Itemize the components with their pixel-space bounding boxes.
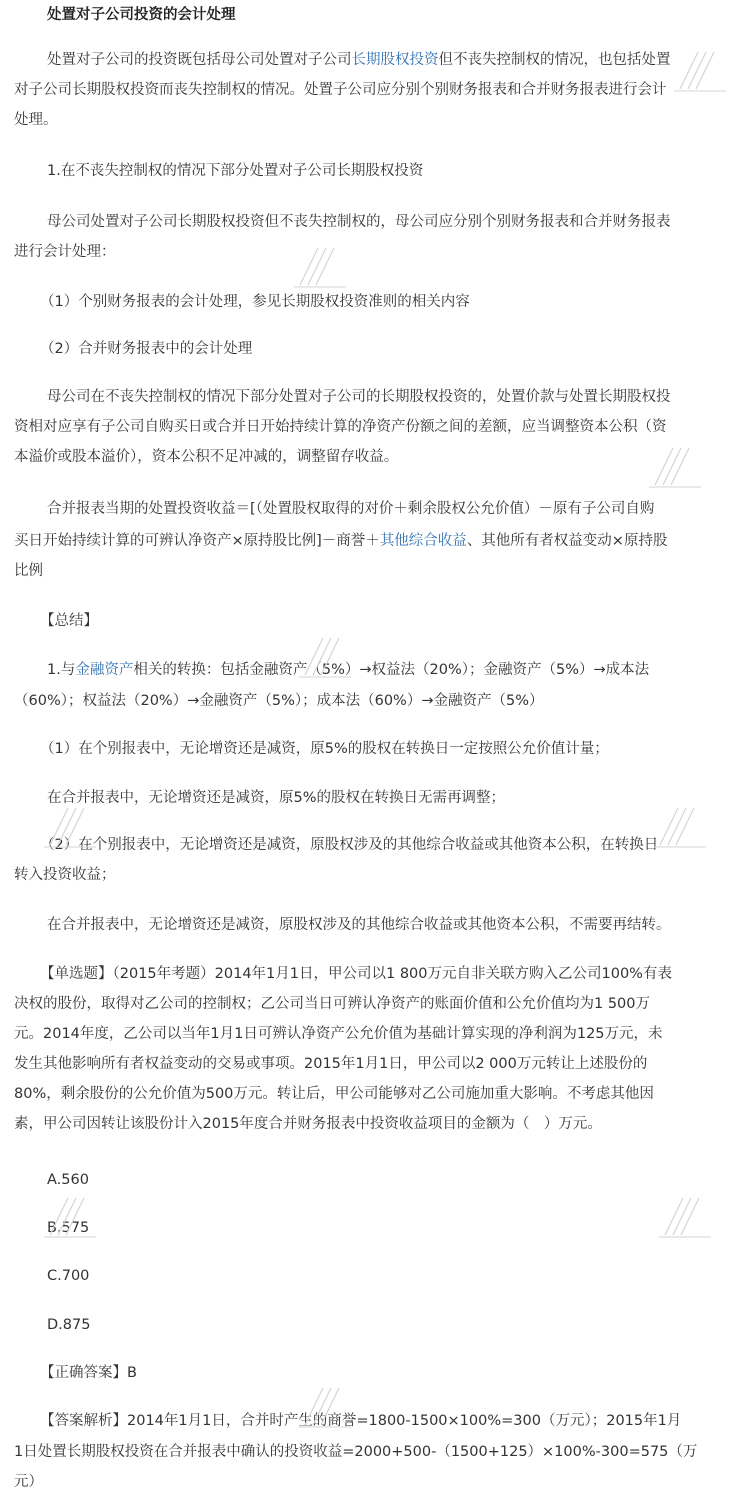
summary-heading: 【总结】 (40, 613, 98, 629)
financial-assets-link[interactable]: 金融资产 (75, 662, 134, 678)
watermark-icon (655, 1190, 715, 1240)
summary-item-2b: 在合并报表中，无论增资还是减资，原股权涉及的其他综合收益或其他资本公积，不需要再结转。 (47, 917, 671, 933)
article-title: 处置对子公司投资的会计处理 (47, 7, 236, 23)
correct-answer: 【正确答案】B (40, 1365, 137, 1381)
other-comprehensive-income-link[interactable]: 其他综合收益 (379, 533, 467, 549)
watermark-icon (295, 630, 355, 680)
analysis-line-3: 元） (14, 1474, 43, 1490)
formula-line-3: 比例 (14, 563, 43, 579)
intro-line-3: 处理。 (14, 112, 58, 128)
intro-line-1 (47, 49, 747, 71)
watermark-icon (290, 240, 350, 290)
watermark-icon (40, 800, 100, 850)
summary-text-b: 相关的转换：包括金融资产（5%）→权益法（20%）；金融资产（5%）→成本法 (133, 662, 650, 678)
summary-para-1-line-1 (47, 659, 747, 681)
question-line-2: 决权的股份，取得对乙公司的控制权；乙公司当日可辨认净资产的账面价值和公允价值均为1 500万 (14, 996, 651, 1012)
summary-text-a: 1.与 (47, 662, 76, 678)
intro-line-2: 对子公司长期股权投资而丧失控制权的情况。处置子公司应分别个别财务报表和合并财务报表进行会计 (14, 82, 667, 98)
section-1-para-2-line-3: 本溢价或股本溢价），资本公积不足冲减的，调整留存收益。 (14, 449, 399, 465)
option-c: C.700 (47, 1268, 90, 1284)
summary-item-1b: 在合并报表中，无论增资还是减资，原5%的股权在转换日无需再调整； (47, 790, 506, 806)
formula-line-2 (14, 530, 747, 552)
intro-text-a: 处置对子公司的投资既包括母公司处置对子公司 (47, 52, 352, 68)
watermark-icon (295, 1380, 355, 1430)
summary-item-2-line-1: （2）在个别报表中，无论增资还是减资，原股权涉及的其他综合收益或其他资本公积，在转换日 (40, 837, 659, 853)
section-1-item-2: （2）合并财务报表中的会计处理 (40, 341, 253, 357)
intro-text-b: 但不丧失控制权的情况，也包括处置 (438, 52, 671, 68)
watermark-icon (645, 440, 705, 490)
formula-text-b: 、其他所有者权益变动×原持股 (466, 533, 668, 549)
option-d: D.875 (47, 1317, 91, 1333)
option-a: A.560 (47, 1172, 89, 1188)
long-term-equity-investment-link[interactable]: 长期股权投资 (351, 52, 439, 68)
watermark-icon (40, 1190, 100, 1240)
section-1-para-2-line-1: 母公司在不丧失控制权的情况下部分处置对子公司的长期股权投资的，处置价款与处置长期股权投 (47, 389, 671, 405)
summary-para-1-line-2: （60%）；权益法（20%）→金融资产（5%）；成本法（60%）→金融资产（5%） (14, 693, 544, 709)
formula-text-a: 买日开始持续计算的可辨认净资产×原持股比例]－商誉＋ (14, 533, 380, 549)
summary-item-2-line-2: 转入投资收益； (14, 867, 116, 883)
section-1-item-1: （1）个别财务报表的会计处理，参见长期股权投资准则的相关内容 (40, 294, 470, 310)
question-line-3: 元。2014年度，乙公司以当年1月1日可辨认净资产公允价值为基础计算实现的净利润为125万元，未 (14, 1026, 663, 1042)
option-b: B.575 (47, 1220, 90, 1236)
summary-item-1: （1）在个别报表中，无论增资还是减资，原5%的股权在转换日一定按照公允价值计量； (40, 741, 609, 757)
question-line-6: 素，甲公司因转让该股份计入2015年度合并财务报表中投资收益项目的金额为（ ）万元。 (14, 1116, 602, 1132)
watermark-icon (670, 44, 730, 94)
section-1-para-1-line-1: 母公司处置对子公司长期股权投资但不丧失控制权的，母公司应分别个别财务报表和合并财务报表 (47, 214, 671, 230)
formula-line-1: 合并报表当期的处置投资收益＝[（处置股权取得的对价＋剩余股权公允价值）－原有子公司自购 (47, 501, 655, 517)
analysis-line-1: 【答案解析】2014年1月1日，合并时产生的商誉=1800-1500×100%=300（万元）；2015年1月 (40, 1413, 682, 1429)
section-1-heading: 1.在不丧失控制权的情况下部分处置对子公司长期股权投资 (47, 163, 424, 179)
section-1-para-2-line-2: 资相对应享有子公司自购买日或合并日开始持续计算的净资产份额之间的差额，应当调整资本公积（资 (14, 419, 667, 435)
section-1-para-1-line-2: 进行会计处理： (14, 244, 116, 260)
analysis-line-2: 1日处置长期股权投资在合并报表中确认的投资收益=2000+500-（1500+125）×100%-300=575（万 (14, 1444, 698, 1460)
question-line-5: 80%，剩余股份的公允价值为500万元。转让后，甲公司能够对乙公司施加重大影响。不考虑其他因 (14, 1086, 654, 1102)
question-line-1: 【单选题】（2015年考题）2014年1月1日，甲公司以1 800万元自非关联方购入乙公司100%有表 (40, 966, 672, 982)
watermark-icon (650, 800, 710, 850)
question-line-4: 发生其他影响所有者权益变动的交易或事项。2015年1月1日，甲公司以2 000万元转让上述股份的 (14, 1056, 648, 1072)
